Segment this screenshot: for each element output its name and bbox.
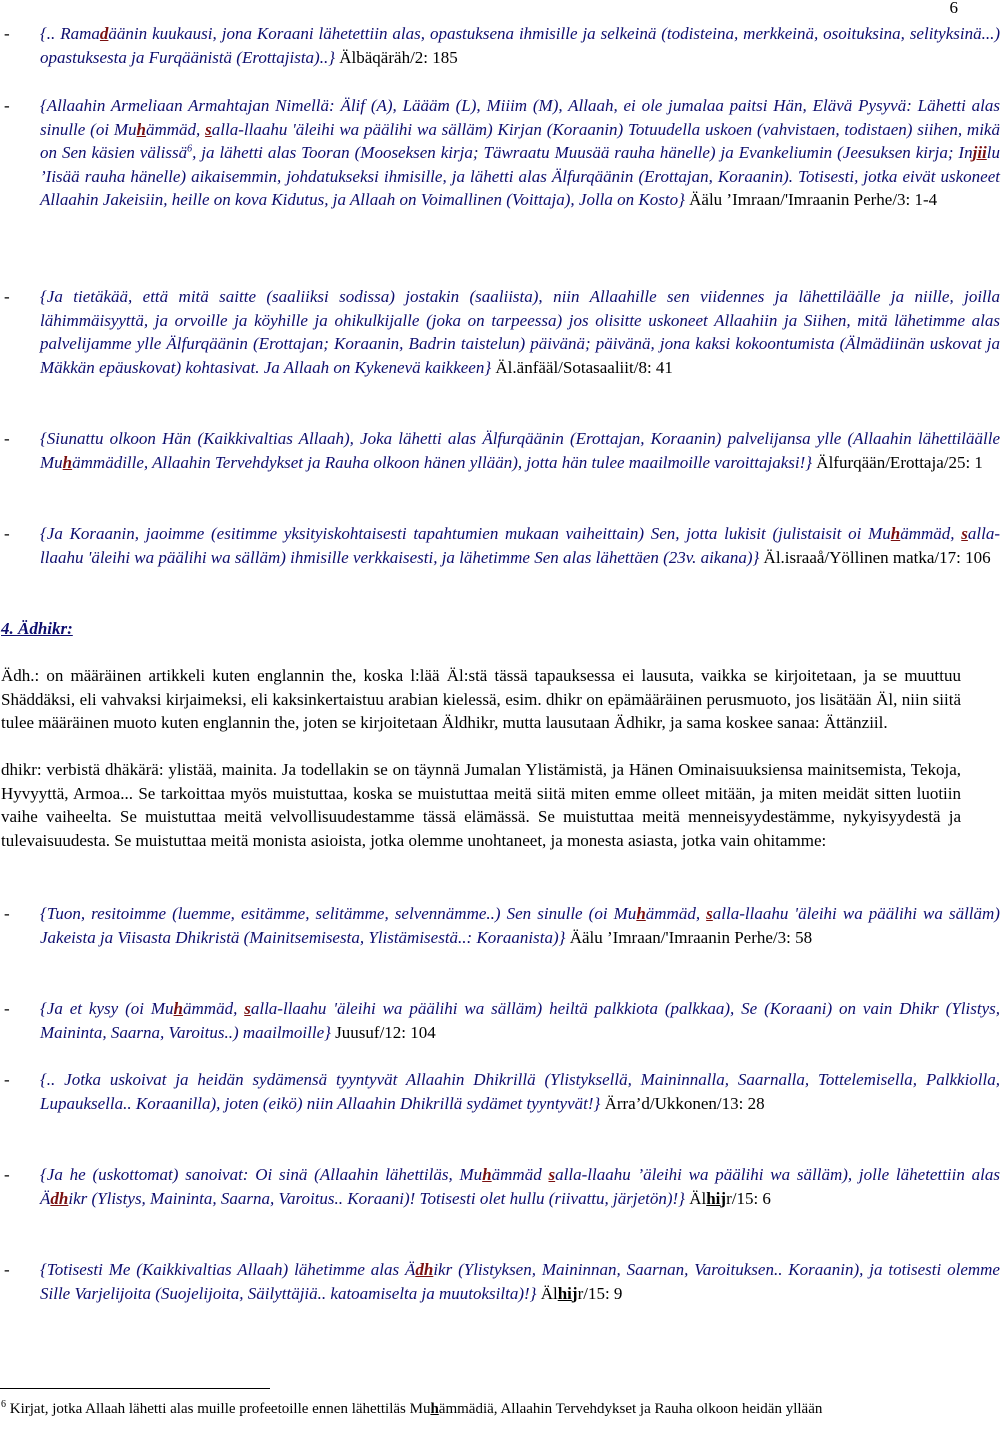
bullet-dash: - — [4, 287, 10, 306]
bullet-dash: - — [4, 1165, 10, 1184]
verse-reference: Äl.änfääl/Sotasaaliit/8: 41 — [491, 357, 673, 377]
quote-block — [0, 94, 1004, 212]
verse-reference: Älhijr/15: 6 — [684, 1188, 771, 1208]
verse-text: {Siunattu olkoon Hän (Kaikkivaltias Allaah), Joka lähetti alas Älfurqäänin (Erottajan, Koraanin) palvelijansa ylle (Allaahin lähettiläälle Muhämmädille, Allaahin Tervehdykset ja Rauha olkoon hänen yllään), jotta hän tulee maailmoille varoittajaksi!} — [40, 429, 1000, 472]
quote-block — [0, 902, 1004, 949]
verse-text: {Tuon, resitoimme (luemme, esitämme, selitämme, selvennämme..) Sen sinulle (oi Muhämmäd, salla-llaahu 'äleihi wa päälihi wa sälläm) Jakeista ja Viisasta Dhikristä (Mainitsemisesta, Ylistämisestä..: Koraanista)} — [40, 904, 1000, 947]
footnote-separator — [0, 1388, 270, 1389]
quote-block — [0, 285, 1004, 379]
verse-reference: Älbäqäräh/2: 185 — [335, 47, 458, 67]
bullet-dash: - — [4, 1070, 10, 1089]
quote-block — [0, 22, 1004, 69]
verse-reference: Äl.israaå/Yöllinen matka/17: 106 — [759, 547, 991, 567]
bullet-dash: - — [4, 524, 10, 543]
verse-text: {Ja tietäkää, että mitä saitte (saaliiksi sodissa) jostakin (saaliista), niin Allaahille sen viidennes ja lähettiläälle ja niille, joilla lähimmäisyyttä, ja orvoille ja köyhille ja ohikulkijalle (joka on tarpeessa) jos olisitte uskoneet Allaahiin ja Siihen, mitä lähetimme alas palvelijamme ylle Älfurqäänin (Erottajan; Koraanin, Badrin taistelun) päivänä; päivänä, jona kaksi kokoontumista (Älmädiinän uskovat ja Mäkkän epäuskovat) kohtasivat. Ja Allaah on Kykenevä kaikkeen} — [40, 287, 1000, 377]
page-number: 6 — [949, 0, 958, 17]
verse-reference: Juusuf/12: 104 — [330, 1022, 436, 1042]
footnote-number: 6 — [1, 1399, 6, 1410]
bullet-dash: - — [4, 429, 10, 448]
verse-text: {Ja Koraanin, jaoimme (esitimme yksityiskohtaisesti tapahtumien mukaan vaiheittain) Sen, jotta lukisit (julistaisit oi Muhämmäd, salla-llaahu 'äleihi wa päälihi wa sälläm) ihmisille verkkaisesti, ja lähetimme Sen alas lähettäen (23v. aikana)} — [40, 524, 1000, 567]
verse-reference: Ärra’d/Ukkonen/13: 28 — [600, 1093, 765, 1113]
body-paragraph: Ädh.: on määräinen artikkeli kuten englannin the, koska l:lää Äl:stä tässä tapauksessa ei lausuta, vaikka se kirjoitetaan, ja se muuttuu Shäddäksi, eli vahvaksi kirjaimeksi, eli kaksinkertaistuu arabian kielessä, esim. dhikr on epämääräinen perusmuoto, jos lisätään Äl, niin siitä tulee määräinen muoto kuten englannin the, joten se kirjoitetaan Äldhikr, mutta lausutaan Ädhikr, ja sama koskee sanaa: Ättänziil. — [1, 666, 961, 732]
quote-block — [0, 427, 1004, 474]
bullet-dash: - — [4, 1260, 10, 1279]
verse-text: {.. Ramadäänin kuukausi, jona Koraani lähetettiin alas, opastuksena ihmisille ja selkeinä (todisteina, merkkeinä, osoituksina, selityksinä...) opastuksesta ja Furqäänistä (Erottajista)..} — [40, 24, 1000, 67]
verse-reference: Äälu ’Imraan/'Imraanin Perhe/3: 58 — [565, 927, 813, 947]
bullet-dash: - — [4, 904, 10, 923]
quote-block — [0, 997, 1004, 1044]
section-heading: 4. Ädhikr: — [1, 619, 73, 638]
quote-block — [0, 1068, 1004, 1115]
verse-text: {Allaahin Armeliaan Armahtajan Nimellä: Älif (A), Läääm (L), Miiim (M), Allaah, ei ole jumalaa paitsi Hän, Elävä Pysyvä: Lähetti alas sinulle (oi Muhämmäd, salla-llaahu 'äleihi wa päälihi wa sälläm) Kirjan (Koraanin) Totuudella uskoen (vahvistaen, todistaen) siihen, mikä on Sen käsien välissä$^6$, ja lähetti alas Tooran (Mooseksen kirja; Täwraatu Muusää rauha hänelle) ja Evankeliumin (Jeesuksen kirja; Injiilu ’Iisää rauha hänelle) aikaisemmin, johdatukseksi ihmisille, ja lähetti alas Älfurqäänin (Erottajan, Koraanin). Totisesti, jotka eivät uskoneet Allaahin Jakeisiin, heille on kova Kidutus, ja Allaah on Voimallinen (Voittaja), Jolla on Kosto} — [40, 96, 1001, 209]
bullet-dash: - — [4, 999, 10, 1018]
bullet-dash: - — [4, 96, 10, 115]
quote-block — [0, 1258, 1004, 1305]
body-paragraph: dhikr: verbistä dhäkärä: ylistää, mainita. Ja todellakin se on täynnä Jumalan Ylistämistä, ja Hänen Ominaisuuksiensa mainitsemista, Tekoja, Hyvyyttä, Armoa... Se tarkoittaa myös muistuttaa, koska se muistuttaa meitä siitä miten emme olleet mitään, ja miten meidät sitten luotiin vaihe vaiheelta. Se muistuttaa meitä velvollisuudestamme tässä elämässä. Se muistuttaa meitä menneisyydestämme, nykyisyydestä ja tulevaisuudesta. Se muistuttaa meitä monista asioista, jotka olemme unohtaneet, ja monesta asiasta, jotka vain ohitamme: — [1, 760, 961, 850]
footnote-marker: 6 — [187, 143, 193, 155]
verse-reference: Äälu ’Imraan/'Imraanin Perhe/3: 1-4 — [684, 190, 938, 209]
verse-text: {Totisesti Me (Kaikkivaltias Allaah) lähetimme alas Ädhikr (Ylistyksen, Maininnan, Saarnan, Varoituksen.. Koraanin), ja totisesti olemme Sille Varjelijoita (Suojelijoita, Säilyttäjiä.. katoamiselta ja muutoksilta)!} — [40, 1260, 1000, 1303]
verse-reference: Älhijr/15: 9 — [540, 1283, 623, 1303]
quote-block — [0, 1163, 1004, 1210]
verse-text: {.. Jotka uskoivat ja heidän sydämensä tyyntyvät Allaahin Dhikrillä (Ylistyksellä, Maininnalla, Saarnalla, Tottelemisella, Palkkiolla, Lupauksella.. Koraanilla), joten (eikö) niin Allaahin Dhikrillä sydämet tyyntyvät!} — [40, 1070, 1000, 1113]
quote-block — [0, 522, 1004, 569]
verse-text: {Ja he (uskottomat) sanoivat: Oi sinä (Allaahin lähettiläs, Muhämmäd salla-llaahu ’äleihi wa päälihi wa sälläm), jolle lähetettiin alas Ädhikr (Ylistys, Maininta, Saarna, Varoitus.. Koraani)! Totisesti olet hullu (riivattu, järjetön)!} — [40, 1165, 1000, 1208]
bullet-dash: - — [4, 24, 10, 43]
verse-reference: Älfurqään/Erottaja/25: 1 — [812, 452, 983, 472]
verse-text: {Ja et kysy (oi Muhämmäd, salla-llaahu 'äleihi wa päälihi wa sälläm) heiltä palkkiota (palkkaa), Se (Koraani) on vain Dhikr (Ylistys, Maininta, Saarna, Varoitus..) maailmoille} — [40, 999, 1000, 1042]
footnote: $^6$ Kirjat, jotka Allaah lähetti alas muille profeetoille ennen lähettiläs Muhämmädiä, Allaahin Tervehdykset ja Rauha olkoon heidän yllään — [1, 1399, 823, 1417]
